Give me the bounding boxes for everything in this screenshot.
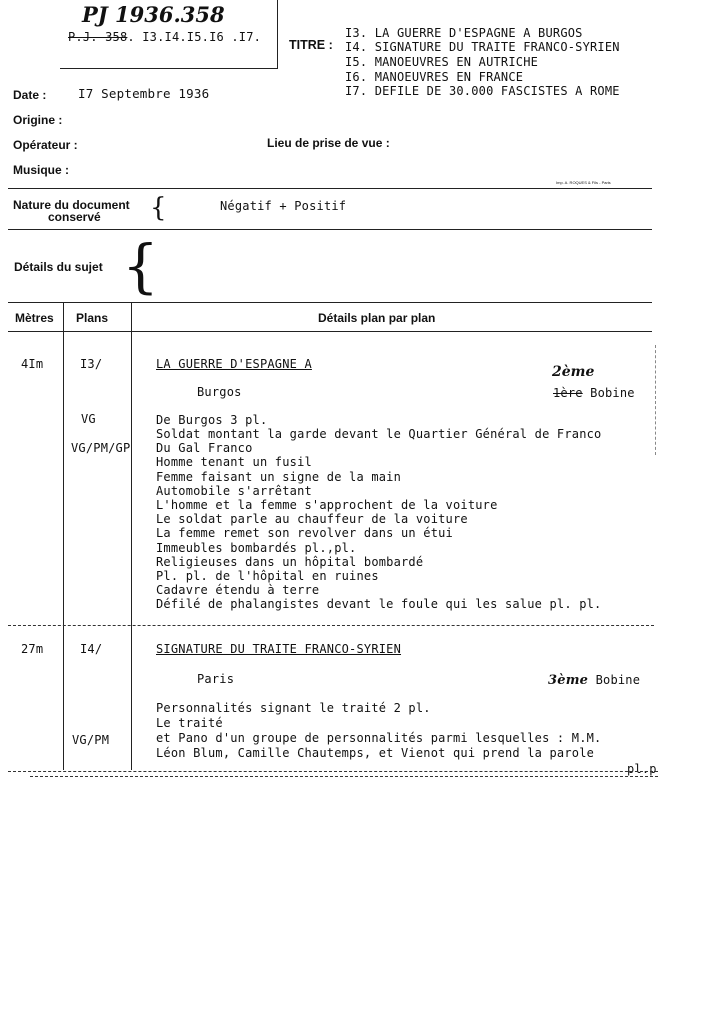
section2-bobine-hand: 3ème — [548, 673, 589, 688]
section1-line: La femme remet son revolver dans un étui — [156, 526, 453, 540]
details-sujet-label: Détails du sujet — [14, 260, 103, 274]
section1-plan-no: I3/ — [80, 357, 103, 371]
title-line-4: I6. MANOEUVRES EN FRANCE — [345, 70, 524, 84]
section1-line: Religieuses dans un hôpital bombardé — [156, 555, 424, 569]
nature-label-2: conservé — [48, 210, 101, 224]
section2-line: Léon Blum, Camille Chautemps, et Vienot qui prend la parole — [156, 746, 595, 760]
section1-line: Automobile s'arrêtant — [156, 484, 312, 498]
printer-mark: Imp. A. ROQUES & Fils - Paris — [556, 180, 611, 185]
ref-typed-struck: P.J. 358 — [68, 30, 128, 44]
col-metres: Mètres — [15, 311, 54, 325]
col-details: Détails plan par plan — [318, 311, 436, 325]
nature-brace: { — [150, 193, 167, 223]
ref-typed-list: . I3.I4.I5.I6 .I7. — [127, 30, 262, 44]
section1-line: Du Gal Franco — [156, 441, 253, 455]
section1-line: Femme faisant un signe de la main — [156, 470, 402, 484]
section1-title: LA GUERRE D'ESPAGNE A — [156, 357, 312, 371]
section2-line: Personnalités signant le traité 2 pl. — [156, 701, 431, 715]
lieu-label: Lieu de prise de vue : — [267, 136, 390, 150]
section2-place: Paris — [197, 672, 235, 686]
section1-line: De Burgos 3 pl. — [156, 413, 268, 427]
section1-line: L'homme et la femme s'approchent de la voiture — [156, 498, 498, 512]
title-line-5: I7. DEFILE DE 30.000 FASCISTES A ROME — [345, 84, 620, 98]
title-line-1: I3. LA GUERRE D'ESPAGNE A BURGOS — [345, 26, 583, 40]
section1-line: Pl. pl. de l'hôpital en ruines — [156, 569, 379, 583]
title-line-2: I4. SIGNATURE DU TRAITE FRANCO-SYRIEN — [345, 40, 620, 54]
col-plans: Plans — [76, 311, 109, 325]
section1-line: Homme tenant un fusil — [156, 455, 312, 469]
section1-bobine — [553, 386, 635, 400]
musique-label: Musique : — [13, 163, 69, 177]
section1-bobine-word: Bobine — [590, 386, 635, 400]
section1-bobine-hand: 2ème — [552, 364, 595, 380]
operateur-label: Opérateur : — [13, 138, 78, 152]
section2-plan-label-1: VG/PM — [72, 733, 110, 747]
origine-label: Origine : — [13, 113, 63, 127]
section2-bobine-word: Bobine — [595, 673, 641, 687]
section1-plan-label-1: VG — [81, 412, 96, 426]
date-label: Date : — [13, 88, 47, 102]
section2-line: Le traité — [156, 716, 223, 730]
section2-title: SIGNATURE DU TRAITE FRANCO-SYRIEN — [156, 642, 402, 656]
section1-plan-label-2: VG/PM/GP — [71, 441, 131, 455]
section1-line: Soldat montant la garde devant le Quartier Général de Franco — [156, 427, 602, 441]
section1-line: Immeubles bombardés pl.,pl. — [156, 541, 357, 555]
section2-plan-no: I4/ — [80, 642, 103, 656]
section2-line: et Pano d'un groupe de personnalités parmi lesquelles : M.M. — [156, 731, 602, 745]
nature-label-1: Nature du document — [13, 198, 130, 212]
section1-line: Cadavre étendu à terre — [156, 583, 320, 597]
ref-typed — [68, 30, 261, 44]
date-value: I7 Septembre 1936 — [78, 86, 210, 101]
titre-label: TITRE : — [289, 38, 333, 52]
title-line-3: I5. MANOEUVRES EN AUTRICHE — [345, 55, 539, 69]
section1-line: Défilé de phalangistes devant le foule qui les salue pl. pl. — [156, 597, 602, 611]
section2-line: pl.p — [627, 762, 657, 776]
section1-line: Le soldat parle au chauffeur de la voiture — [156, 512, 468, 526]
section1-bobine-struck: 1ère — [553, 386, 583, 400]
details-brace: { — [122, 232, 159, 300]
section2-metres: 27m — [21, 642, 44, 656]
section1-metres: 4Im — [21, 357, 44, 371]
ref-handwritten: PJ 1936.358 — [82, 2, 225, 27]
nature-value: Négatif + Positif — [220, 199, 347, 213]
section2-bobine — [548, 673, 640, 688]
section1-place: Burgos — [197, 385, 242, 399]
